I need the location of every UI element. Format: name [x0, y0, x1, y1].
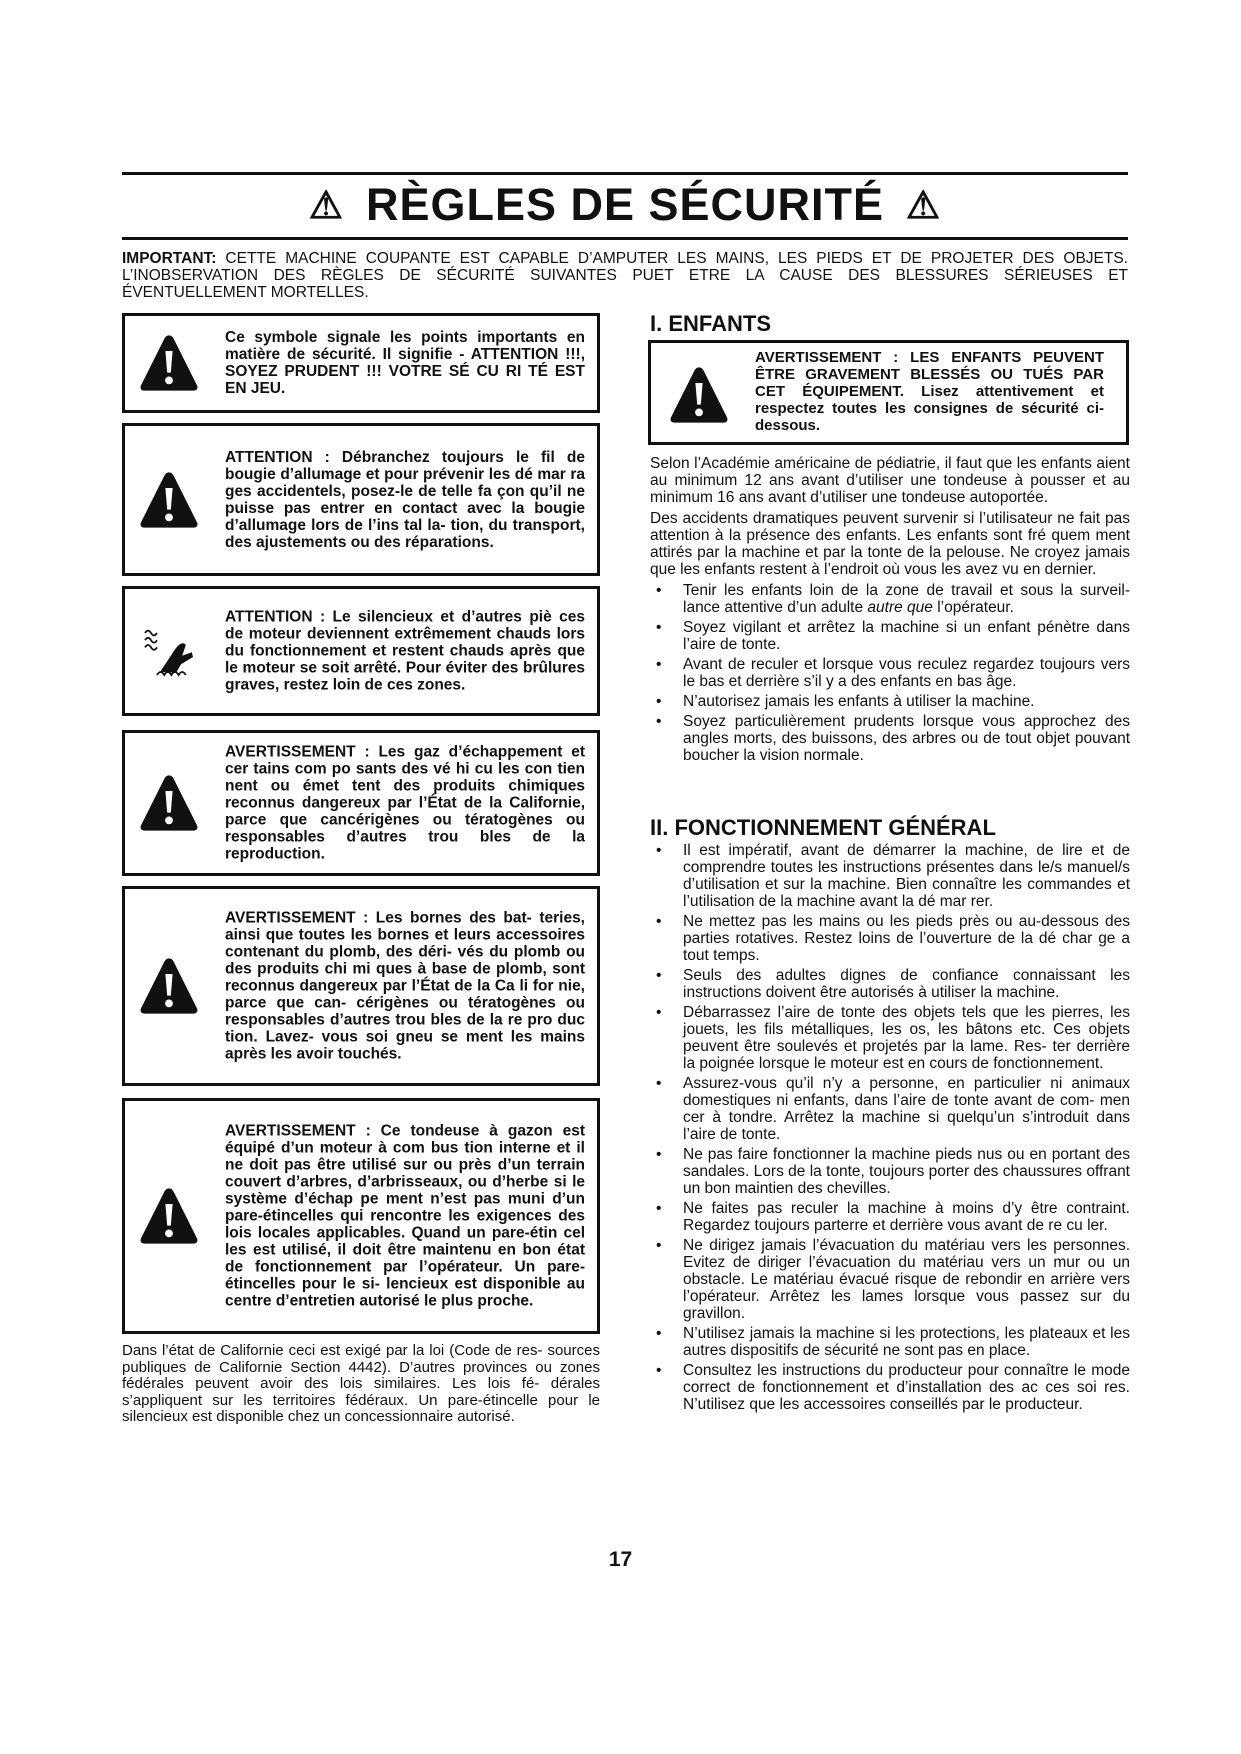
list-item: • Seuls des adultes dignes de confiance connaissant les instructions doivent être autorisés à utiliser la machine.	[650, 967, 1130, 1001]
list-item: • N’autorisez jamais les enfants à utiliser la machine.	[650, 693, 1130, 710]
warning-triangle-icon	[139, 956, 199, 1016]
title-rule	[122, 237, 1128, 240]
section-enfants-body	[650, 455, 1130, 767]
warning-triangle-icon	[139, 333, 199, 393]
warning-triangle-icon	[669, 365, 729, 425]
warning-triangle-icon: ⚠	[906, 184, 942, 227]
list-item: • Soyez vigilant et arrêtez la machine si un enfant pénètre dans l’aire de tonte.	[650, 619, 1130, 653]
list-item: • Ne mettez pas les mains ou les pieds près ou au-dessous des parties rotatives. Restez loins de l’ouverture de la dé char ge a tout temps.	[650, 913, 1130, 964]
list-item: • Il est impératif, avant de démarrer la machine, de lire et de comprendre toutes les instructions présentes dans le/s manuel/s d’utilisation et sur la machine. Bien connaître les commandes et l’utilisation de la machine avant la dé mar rer.	[650, 842, 1130, 910]
list-item: • Ne pas faire fonctionner la machine pieds nus ou en portant des sandales. Lors de la tonte, toujours porter des chaussures offrant un bon maintien des chevilles.	[650, 1146, 1130, 1197]
spark-plug-warning-box	[122, 423, 600, 576]
list-item: • Avant de reculer et lorsque vous reculez regardez toujours vers le bas et derrière s’il y a des enfants en bas âge.	[650, 656, 1130, 690]
exhaust-warning-box	[122, 730, 600, 876]
list-item: • N’utilisez jamais la machine si les protections, les plateaux et les autres dispositifs de sécurité ne sont pas en place.	[650, 1325, 1130, 1359]
warning-triangle-icon: ⚠	[308, 184, 344, 227]
important-label: IMPORTANT:	[122, 250, 217, 267]
warning-triangle-icon	[139, 1186, 199, 1246]
safety-symbol-box	[122, 313, 600, 413]
exhaust-warning-text: AVERTISSEMENT : Les gaz d’échappement et cer tains com po sants des vé hi cu les con tien nent ou émet tent des produits chimiques reconnus dangereux par l’État de la Californie, parce que cancérigènes ou tératogènes ou responsables d’autres trou bles de la reproduction.	[225, 743, 585, 863]
battery-warning-box	[122, 886, 600, 1086]
page-number: 17	[608, 1548, 633, 1571]
children-warning-box	[648, 340, 1129, 445]
warning-triangle-icon	[139, 470, 199, 530]
list-item: • Assurez-vous qu’il n’y a personne, en particulier ni animaux domestiques ni enfants, dans l’aire de tonte avant de com- men cer à tondre. Arrêtez la machine si quelqu’un s’introduit dans l’aire de tonte.	[650, 1075, 1130, 1143]
children-warning-text: AVERTISSEMENT : LES ENFANTS PEUVENT ÊTRE GRAVEMENT BLESSÉS OU TUÉS PAR CET ÉQUIPEMENT. Lisez attentivement et respectez toutes les consignes de sécurité ci-dessous.	[755, 349, 1104, 434]
spark-arrester-warning-box	[122, 1098, 600, 1334]
fonctionnement-bullet-list	[650, 842, 1130, 1413]
hot-muffler-warning-text: ATTENTION : Le silencieux et d’autres piè ces de moteur deviennent extrêmement chauds lors du fonctionnement et restent chauds après que le moteur se soit arrêté. Pour éviter des brûlures graves, restez loin de ces zones.	[225, 608, 585, 694]
page-title-text: RÈGLES DE SÉCURITÉ	[365, 179, 885, 230]
spark-arrester-warning-text: AVERTISSEMENT : Ce tondeuse à gazon est équipé d’un moteur à com bus tion interne et il ne doit pas être utilisé sur ou près d’un terrain couvert d’arbres, d’arbrisseaux, ou d’herbe si le système d’échap pe ment n’est pas muni d’un pare-étincelles qui rencontre les exigences des lois locales applicables. Quand un pare-étin cel les est utilisé, il doit être maintenu en bon état de fonctionnement par l’opérateur. Un pare-étincelles pour le si- lencieux est disponible au centre d’entretien autorisé le plus proche.	[225, 1122, 585, 1310]
important-notice	[122, 250, 1128, 301]
list-item: • Ne dirigez jamais l’évacuation du matériau vers les personnes. Evitez de diriger l’évacuation du matériau vers un mur ou un obstacle. Le matériau évacué risque de rebondir en arrière vers l’opérateur. Arrêtez les lames lorsque vous passez sur du gravillon.	[650, 1237, 1130, 1322]
section-title-fonctionnement: II. FONCTIONNEMENT GÉNÉRAL	[650, 815, 996, 840]
hot-surface-icon	[139, 621, 199, 681]
paragraph: Selon l’Académie américaine de pédiatrie, il faut que les enfants aient au minimum 12 ans avant d’utiliser une tondeuse à pousser et au minimum 16 ans avant d’utiliser une tondeuse autoportée.	[650, 455, 1130, 506]
spark-plug-warning-text: ATTENTION : Débranchez toujours le fil de bougie d’allumage et pour prévenir les dé mar ra ges accidentels, posez-le de telle fa çon qu’il ne puisse pas entrer en contact avec la bougie d’allumage lors de l’ins tal la- tion, du transport, des ajustements ou des réparations.	[225, 448, 585, 551]
list-item: • Débarrassez l’aire de tonte des objets tels que les pierres, les jouets, les fils métalliques, les os, les bâtons etc. Ces objets peuvent être soulevés et projetés par la lame. Res- ter derrière la poignée lorsque le moteur est en cours de fonctionnement.	[650, 1004, 1130, 1072]
page-title	[122, 178, 1128, 232]
section-title-enfants: I. ENFANTS	[650, 311, 772, 336]
list-item: • Consultez les instructions du producteur pour connaître le mode correct de fonctionnement et d’installation des ac ces soi res. N’utilisez que les accessoires conseillés par le producteur.	[650, 1362, 1130, 1413]
list-item: • Tenir les enfants loin de la zone de travail et sous la surveil- lance attentive d’un adulte autre que l’opérateur.	[650, 582, 1130, 616]
battery-warning-text: AVERTISSEMENT : Les bornes des bat- teries, ainsi que toutes les bornes et leurs accessoires contenant du plomb, des déri- vés du plomb ou des produits chi mi ques à base de plomb, sont reconnus dangereux par l’État de la Ca li for nie, parce que can- cérigènes ou tératogènes ou responsables d’autres trou bles de la re pro duc tion. Lavez- vous soi gneu se ment les mains après les avoir touchés.	[225, 909, 585, 1063]
list-item: • Soyez particulièrement prudents lorsque vous approchez des angles morts, des buissons, des arbres ou de tout objet pouvant boucher la vision normale.	[650, 713, 1130, 764]
enfants-bullet-list	[650, 582, 1130, 764]
section-fonctionnement-body	[650, 842, 1130, 1416]
paragraph: Des accidents dramatiques peuvent survenir si l’utilisateur ne fait pas attention à la présence des enfants. Les enfants sont fré quem ment attirés par la machine et par la tonte de la pelouse. Ne croyez jamais que les enfants restent à l’endroit où vous les avez vu en dernier.	[650, 510, 1130, 578]
safety-symbol-text: Ce symbole signale les points importants en matière de sécurité. Il signifie - ATTENTION !!!, SOYEZ PRUDENT !!! VOTRE SÉ CU RI TÉ EST EN JEU.	[225, 329, 585, 397]
important-text: CETTE MACHINE COUPANTE EST CAPABLE D’AMPUTER LES MAINS, LES PIEDS ET DE PROJETER DES OBJETS. L’INOBSERVATION DES RÈGLES DE SÉCURITÉ SUIVANTES PUET ETRE LA CAUSE DES BLESSURES SÉRIEUSES ET ÉVENTUELLEMENT MORTELLES.	[122, 250, 1128, 301]
top-rule	[122, 172, 1128, 175]
warning-triangle-icon	[139, 773, 199, 833]
list-item: • Ne faites pas reculer la machine à moins d’y être contraint. Regardez toujours parterre et derrière vous avant de re cu ler.	[650, 1200, 1130, 1234]
hot-muffler-warning-box	[122, 586, 600, 716]
california-law-note: Dans l’état de Californie ceci est exigé par la loi (Code de res- sources publiques de Californie Section 4442). D’autres provinces ou zones fédérales peuvent avoir des lois similaires. Les lois fé- dérales s’appliquent sur les territoires fédéraux. Un pare-étincelle pour le silencieux est disponible chez un concessionnaire autorisé.	[122, 1342, 600, 1425]
